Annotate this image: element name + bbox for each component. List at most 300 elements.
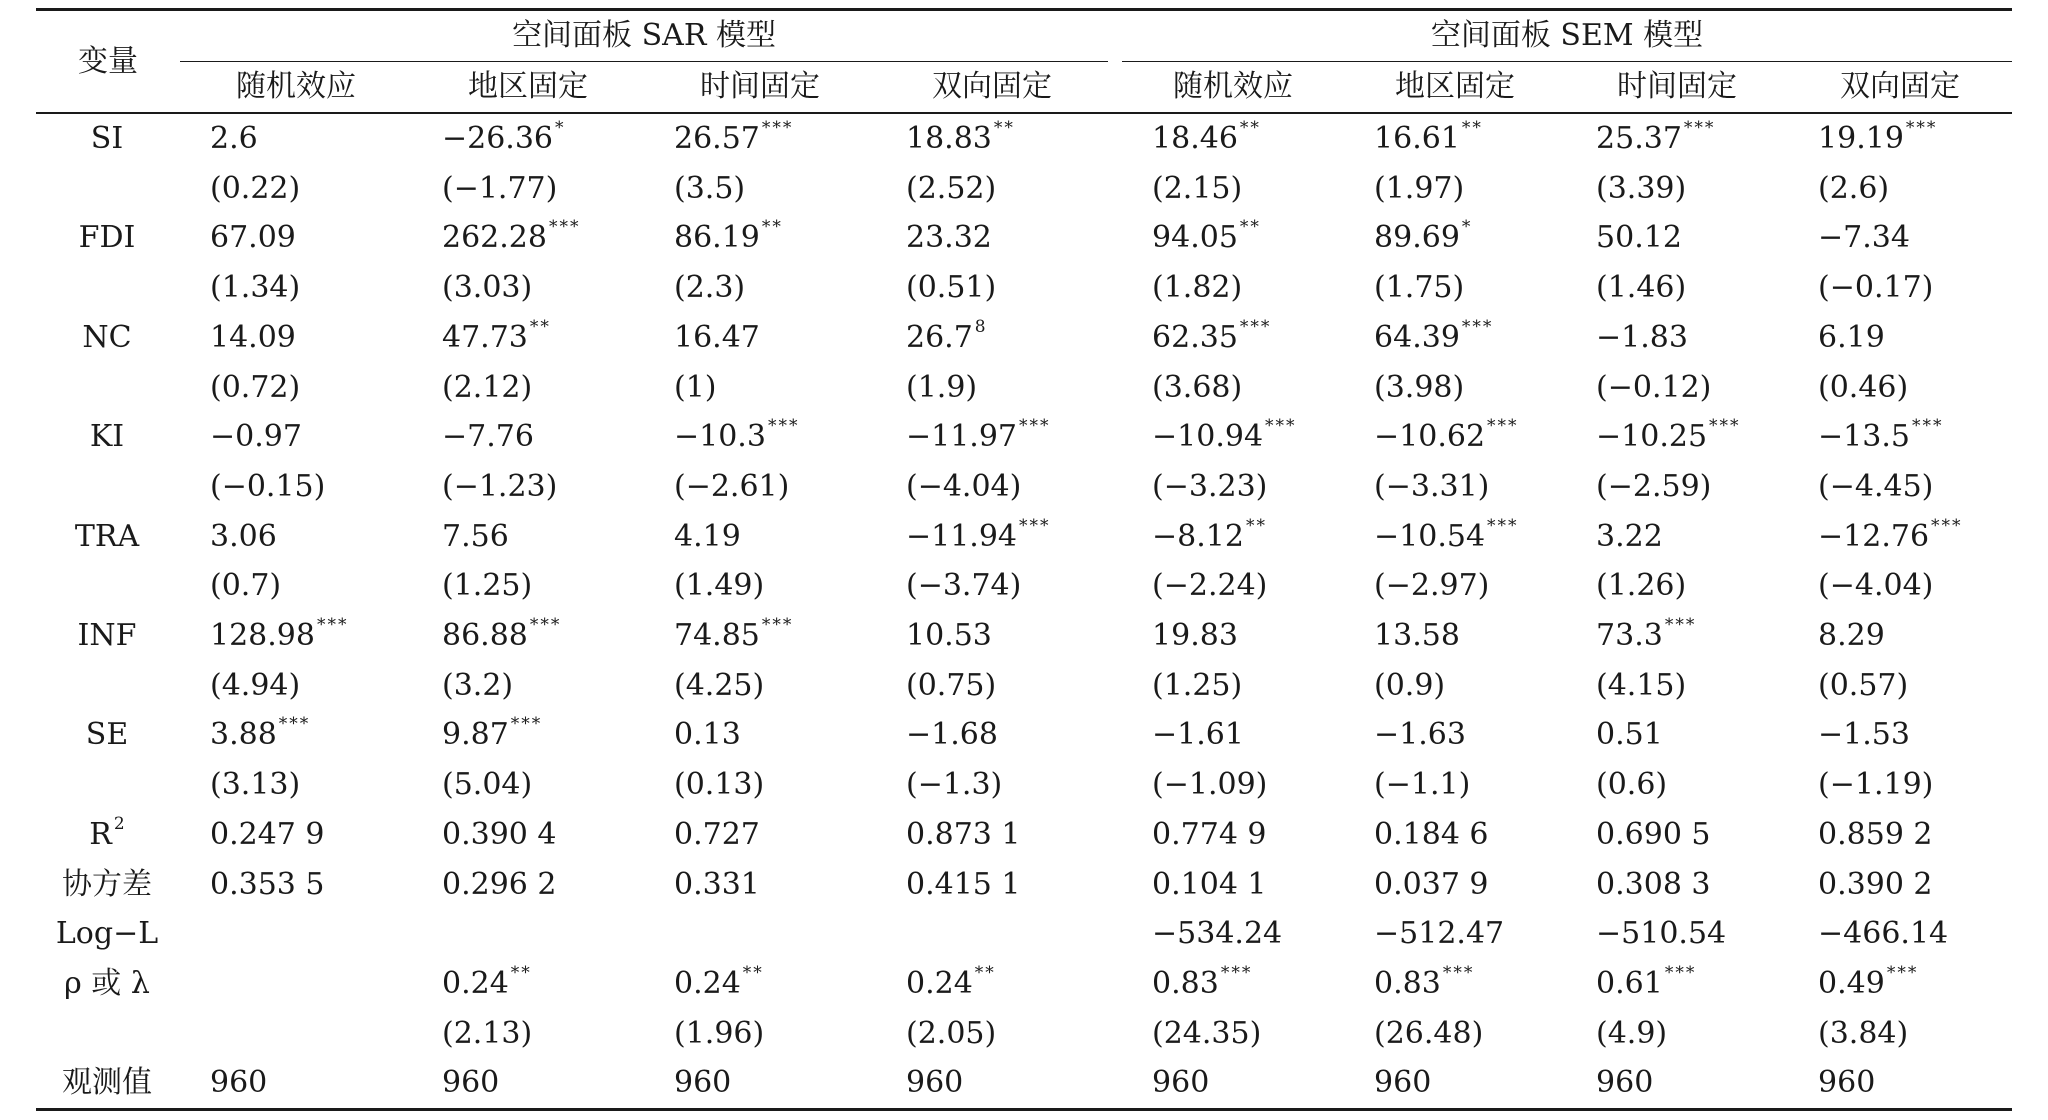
cell-value: (26.48) [1374, 1015, 1484, 1051]
table-cell [1788, 113, 2012, 164]
significance-stars: ** [1239, 217, 1261, 238]
table-cell [644, 611, 876, 661]
row-label [36, 909, 180, 959]
cell-value: 960 [906, 1065, 964, 1101]
cell-value: (3.2) [442, 667, 514, 703]
cell-value: (−0.15) [210, 468, 326, 504]
cell-value: −1.63 [1374, 717, 1466, 753]
significance-stars: ** [1239, 118, 1261, 138]
table-cell [1344, 1058, 1566, 1109]
table-cell [1122, 1009, 1344, 1059]
cell-value: (4.94) [210, 667, 301, 703]
cell-value: (−2.97) [1374, 568, 1490, 604]
table-cell [1566, 462, 1788, 512]
cell-value: 0.49 [1818, 965, 1885, 1001]
table-row [36, 213, 2012, 263]
cell-value: 10.53 [906, 618, 992, 654]
table-cell [1122, 909, 1344, 959]
table-cell [876, 810, 1108, 860]
table-cell [412, 611, 644, 661]
table-cell [1344, 213, 1566, 263]
table-cell [180, 512, 412, 562]
cell-value: 62.35 [1152, 319, 1238, 355]
table-cell [1122, 363, 1344, 413]
significance-stars: 8 [974, 316, 988, 337]
cell-value: −7.76 [442, 419, 534, 455]
row-label-text: FDI [78, 220, 136, 256]
cell-value: −8.12 [1152, 518, 1244, 554]
table-cell [1566, 363, 1788, 413]
column-header: 时间固定 [700, 69, 820, 104]
table-cell [1788, 1058, 2012, 1109]
cell-value: (2.05) [906, 1015, 997, 1051]
table-cell [1566, 810, 1788, 860]
table-cell [876, 1058, 1108, 1109]
cell-value: 0.037 9 [1374, 866, 1489, 902]
table-cell [1122, 512, 1344, 562]
table-cell [1566, 263, 1788, 313]
table-cell [1566, 512, 1788, 562]
cell-value: (−4.04) [1818, 568, 1934, 604]
cell-value: (3.13) [210, 767, 301, 803]
table-cell [412, 909, 644, 959]
cell-value: −7.34 [1818, 220, 1910, 256]
table-cell [180, 263, 412, 313]
cell-value: 960 [1818, 1065, 1876, 1101]
table-cell [876, 710, 1108, 760]
significance-stars: ** [742, 962, 764, 983]
cell-value: 25.37 [1596, 121, 1682, 156]
table-cell [180, 412, 412, 462]
row-label [36, 1009, 180, 1059]
significance-stars: ** [974, 962, 996, 983]
cell-value: 0.24 [906, 965, 973, 1001]
row-label-text: 协方差 [62, 866, 152, 902]
cell-value: (1.46) [1596, 270, 1687, 306]
table-cell [1788, 860, 2012, 910]
cell-value: (3.98) [1374, 369, 1465, 405]
significance-stars: *** [278, 714, 311, 735]
cell-value: (0.7) [210, 568, 282, 604]
significance-stars: *** [761, 118, 794, 138]
cell-value: 19.19 [1818, 121, 1904, 156]
table-cell [180, 810, 412, 860]
cell-value: 86.88 [442, 618, 528, 654]
table-cell [180, 860, 412, 910]
cell-value: 86.19 [674, 220, 760, 256]
table-row [36, 959, 2012, 1009]
cell-value: (1.26) [1596, 568, 1687, 604]
cell-value: (0.46) [1818, 369, 1909, 405]
cell-value: (2.6) [1818, 170, 1890, 206]
table-cell [180, 561, 412, 611]
table-cell [1566, 909, 1788, 959]
table-cell [1122, 611, 1344, 661]
table-cell [1566, 1058, 1788, 1109]
table-cell [1566, 561, 1788, 611]
cell-value: (0.9) [1374, 667, 1446, 703]
table-cell [876, 860, 1108, 910]
cell-value: 960 [1374, 1065, 1432, 1101]
significance-stars: *** [1487, 515, 1519, 536]
table-cell [1344, 860, 1566, 910]
cell-value: 0.308 3 [1596, 866, 1711, 902]
significance-stars: *** [1265, 416, 1297, 437]
table-cell [876, 512, 1108, 562]
table-row [36, 760, 2012, 810]
cell-value: 0.727 [674, 816, 760, 852]
table-cell [180, 661, 412, 711]
cell-value: 3.22 [1596, 518, 1663, 554]
cell-value: (2.15) [1152, 170, 1243, 206]
table-cell [412, 810, 644, 860]
cell-value: (1.49) [674, 568, 765, 604]
column-header: 随机效应 [236, 69, 356, 104]
cell-value: −466.14 [1818, 916, 1949, 952]
table-cell [644, 164, 876, 214]
column-header: 随机效应 [1173, 69, 1294, 104]
table-cell [1788, 263, 2012, 313]
cell-value: 18.83 [906, 121, 992, 156]
cell-value: (−4.04) [906, 468, 1022, 504]
table-cell [876, 561, 1108, 611]
significance-stars: *** [1664, 962, 1697, 983]
cell-value: 960 [210, 1065, 268, 1101]
significance-stars: *** [548, 217, 581, 238]
cell-value: 67.09 [210, 220, 296, 256]
row-label [36, 710, 180, 760]
cell-value: 16.61 [1374, 121, 1460, 156]
table-cell [412, 561, 644, 611]
cell-value: (1) [674, 369, 717, 405]
table-cell [412, 412, 644, 462]
cell-value: (4.9) [1596, 1015, 1668, 1051]
table-cell [644, 860, 876, 910]
significance-stars: *** [761, 615, 794, 636]
significance-stars: ** [529, 316, 551, 337]
table-cell [1566, 113, 1788, 164]
row-label-superscript: 2 [113, 813, 127, 834]
cell-value: 0.690 5 [1596, 816, 1711, 852]
cell-value: 0.331 [674, 866, 760, 902]
cell-value: 50.12 [1596, 220, 1682, 256]
table-row [36, 313, 2012, 363]
significance-stars: *** [1709, 416, 1741, 437]
group-header-sar: 空间面板 SAR 模型 [180, 10, 1108, 62]
cell-value: −26.36 [442, 121, 554, 156]
table-cell [1344, 611, 1566, 661]
table-cell [644, 263, 876, 313]
cell-value: 73.3 [1596, 618, 1663, 654]
significance-stars: *** [1220, 962, 1253, 983]
table-cell [1122, 164, 1344, 214]
significance-stars: * [1461, 217, 1473, 238]
table-cell [412, 1009, 644, 1059]
table-cell [644, 363, 876, 413]
table-cell [1344, 1009, 1566, 1059]
cell-value: (−1.77) [442, 170, 558, 206]
significance-stars: *** [767, 416, 800, 437]
table-cell [876, 213, 1108, 263]
cell-value: −11.94 [906, 518, 1018, 554]
table-cell [644, 661, 876, 711]
table-cell [412, 1058, 644, 1109]
cell-value: (3.5) [674, 170, 746, 206]
cell-value: 0.83 [1374, 965, 1441, 1001]
significance-stars: *** [1239, 316, 1272, 337]
cell-value: 64.39 [1374, 319, 1460, 355]
table-cell [1788, 512, 2012, 562]
cell-value: (−1.19) [1818, 767, 1934, 803]
significance-stars: * [555, 118, 566, 138]
column-header: 时间固定 [1617, 69, 1738, 104]
significance-stars: ** [1245, 515, 1267, 536]
row-label [36, 164, 180, 214]
cell-value: (1.96) [674, 1015, 765, 1051]
table-cell [412, 462, 644, 512]
table-row [36, 710, 2012, 760]
cell-value: 0.353 5 [210, 866, 325, 902]
cell-value: (1.25) [1152, 667, 1243, 703]
table-cell [1788, 760, 2012, 810]
table-cell [412, 263, 644, 313]
table-cell [180, 113, 412, 164]
table-cell [876, 313, 1108, 363]
table-cell [1122, 1058, 1344, 1109]
cell-value: −10.25 [1596, 419, 1708, 455]
table-cell [1788, 363, 2012, 413]
cell-value: (3.84) [1818, 1015, 1909, 1051]
table-row [36, 462, 2012, 512]
cell-value: 960 [442, 1065, 500, 1101]
table-cell [1344, 113, 1566, 164]
table-cell [1788, 710, 2012, 760]
row-label [36, 363, 180, 413]
significance-stars: *** [510, 714, 543, 735]
table-row [36, 611, 2012, 661]
table-row [36, 1058, 2012, 1109]
table-cell [1566, 760, 1788, 810]
table-cell [180, 760, 412, 810]
table-cell [876, 462, 1108, 512]
table-cell [1788, 661, 2012, 711]
table-cell [644, 113, 876, 164]
cell-value: 960 [674, 1065, 732, 1101]
table-row [36, 412, 2012, 462]
row-label [36, 412, 180, 462]
table-cell [180, 710, 412, 760]
table-cell [412, 213, 644, 263]
table-cell [412, 860, 644, 910]
table-cell [1122, 860, 1344, 910]
cell-value: 19.83 [1152, 618, 1238, 654]
table-body [36, 113, 2012, 1110]
cell-value: (−3.31) [1374, 468, 1490, 504]
cell-value: −1.61 [1152, 717, 1244, 753]
significance-stars: *** [1664, 615, 1697, 636]
table-row [36, 113, 2012, 164]
significance-stars: *** [1905, 118, 1938, 138]
table-row [36, 164, 2012, 214]
table-cell [644, 412, 876, 462]
table-cell [1566, 1009, 1788, 1059]
cell-value: (4.25) [674, 667, 765, 703]
cell-value: (0.22) [210, 170, 301, 206]
cell-value: 47.73 [442, 319, 528, 355]
row-label [36, 1058, 180, 1109]
cell-value: 960 [1152, 1065, 1210, 1101]
cell-value: 0.774 9 [1152, 816, 1267, 852]
table-cell [1788, 1009, 2012, 1059]
table-cell [1122, 760, 1344, 810]
cell-value: 0.296 2 [442, 866, 557, 902]
table-cell [644, 959, 876, 1009]
table-cell [644, 710, 876, 760]
row-label-text: INF [77, 618, 137, 654]
table-cell [1788, 561, 2012, 611]
table-cell [1566, 860, 1788, 910]
table-cell [644, 313, 876, 363]
table-cell [180, 313, 412, 363]
cell-value: 16.47 [674, 319, 760, 355]
cell-value: 0.51 [1596, 717, 1663, 753]
cell-value: −1.53 [1818, 717, 1910, 753]
column-header: 地区固定 [1395, 69, 1516, 104]
table-cell [1788, 213, 2012, 263]
cell-value: (1.25) [442, 568, 533, 604]
table-cell [412, 164, 644, 214]
cell-value: 26.57 [674, 121, 760, 156]
table-cell [1344, 760, 1566, 810]
table-cell [180, 164, 412, 214]
cell-value: (1.9) [906, 369, 978, 405]
table-cell [1122, 710, 1344, 760]
cell-value: 94.05 [1152, 220, 1238, 256]
table-cell [1344, 661, 1566, 711]
table-cell [412, 512, 644, 562]
table-cell [1344, 363, 1566, 413]
cell-value: 89.69 [1374, 220, 1460, 256]
table-cell [1788, 909, 2012, 959]
cell-value: 0.415 1 [906, 866, 1021, 902]
table-cell [1122, 263, 1344, 313]
cell-value: (0.72) [210, 369, 301, 405]
cell-value: (−1.3) [906, 767, 1003, 803]
table-cell [644, 213, 876, 263]
table-cell [180, 1058, 412, 1109]
table-cell [1788, 313, 2012, 363]
cell-value: 0.104 1 [1152, 866, 1267, 902]
significance-stars: *** [1442, 962, 1475, 983]
table-cell [1566, 213, 1788, 263]
column-header: 双向固定 [932, 69, 1052, 104]
variable-column-header: 变量 [36, 10, 180, 114]
cell-value: (−3.23) [1152, 468, 1268, 504]
table-cell [180, 213, 412, 263]
significance-stars: ** [1461, 118, 1483, 138]
cell-value: (3.03) [442, 270, 533, 306]
table-cell [876, 959, 1108, 1009]
table-row [36, 263, 2012, 313]
cell-value: −1.83 [1596, 319, 1688, 355]
row-label-text: R [89, 816, 112, 852]
cell-value: (1.34) [210, 270, 301, 306]
table-cell [644, 760, 876, 810]
cell-value: 18.46 [1152, 121, 1238, 156]
table-cell [1122, 810, 1344, 860]
table-cell [1122, 462, 1344, 512]
significance-stars: *** [1461, 316, 1494, 337]
cell-value: (−2.59) [1596, 468, 1712, 504]
table-cell [1344, 959, 1566, 1009]
cell-value: −11.97 [906, 419, 1018, 455]
cell-value: 0.24 [442, 965, 509, 1001]
row-label-text: SI [90, 121, 124, 156]
cell-value: 7.56 [442, 518, 509, 554]
cell-value: (−4.45) [1818, 468, 1934, 504]
cell-value: (24.35) [1152, 1015, 1262, 1051]
cell-value: 13.58 [1374, 618, 1460, 654]
table-row [36, 561, 2012, 611]
table-cell [1122, 113, 1344, 164]
cell-value: −10.94 [1152, 419, 1264, 455]
cell-value: 0.247 9 [210, 816, 325, 852]
table-cell [1788, 164, 2012, 214]
significance-stars: ** [993, 118, 1015, 138]
table-cell [644, 909, 876, 959]
cell-value: (−1.1) [1374, 767, 1471, 803]
cell-value: 4.19 [674, 518, 741, 554]
cell-value: (−2.61) [674, 468, 790, 504]
table-cell [1566, 164, 1788, 214]
row-label [36, 860, 180, 910]
cell-value: 0.83 [1152, 965, 1219, 1001]
table-cell [1788, 810, 2012, 860]
significance-stars: *** [316, 615, 349, 636]
table-cell [876, 909, 1108, 959]
cell-value: −512.47 [1374, 916, 1505, 952]
table-cell [1788, 412, 2012, 462]
table-cell [1344, 512, 1566, 562]
table-cell [1566, 710, 1788, 760]
cell-value: (3.68) [1152, 369, 1243, 405]
table-cell [876, 760, 1108, 810]
table-cell [876, 661, 1108, 711]
cell-value: (4.15) [1596, 667, 1687, 703]
row-label [36, 760, 180, 810]
cell-value: 26.7 [906, 319, 973, 355]
table-cell [1566, 611, 1788, 661]
cell-value: −10.54 [1374, 518, 1486, 554]
cell-value: 23.32 [906, 220, 992, 256]
cell-value: (−2.24) [1152, 568, 1268, 604]
significance-stars: ** [761, 217, 783, 238]
row-label [36, 611, 180, 661]
cell-value: 0.61 [1596, 965, 1663, 1001]
cell-value: (1.82) [1152, 270, 1243, 306]
table-cell [876, 113, 1108, 164]
table-cell [1566, 661, 1788, 711]
table-row [36, 1009, 2012, 1059]
table-cell [180, 1009, 412, 1059]
column-header: 双向固定 [1840, 69, 1961, 104]
row-label-text: TRA [74, 518, 140, 554]
cell-value: (1.97) [1374, 170, 1465, 206]
table-cell [1344, 810, 1566, 860]
cell-value: 14.09 [210, 319, 296, 355]
row-label [36, 810, 180, 860]
table-cell [1566, 313, 1788, 363]
